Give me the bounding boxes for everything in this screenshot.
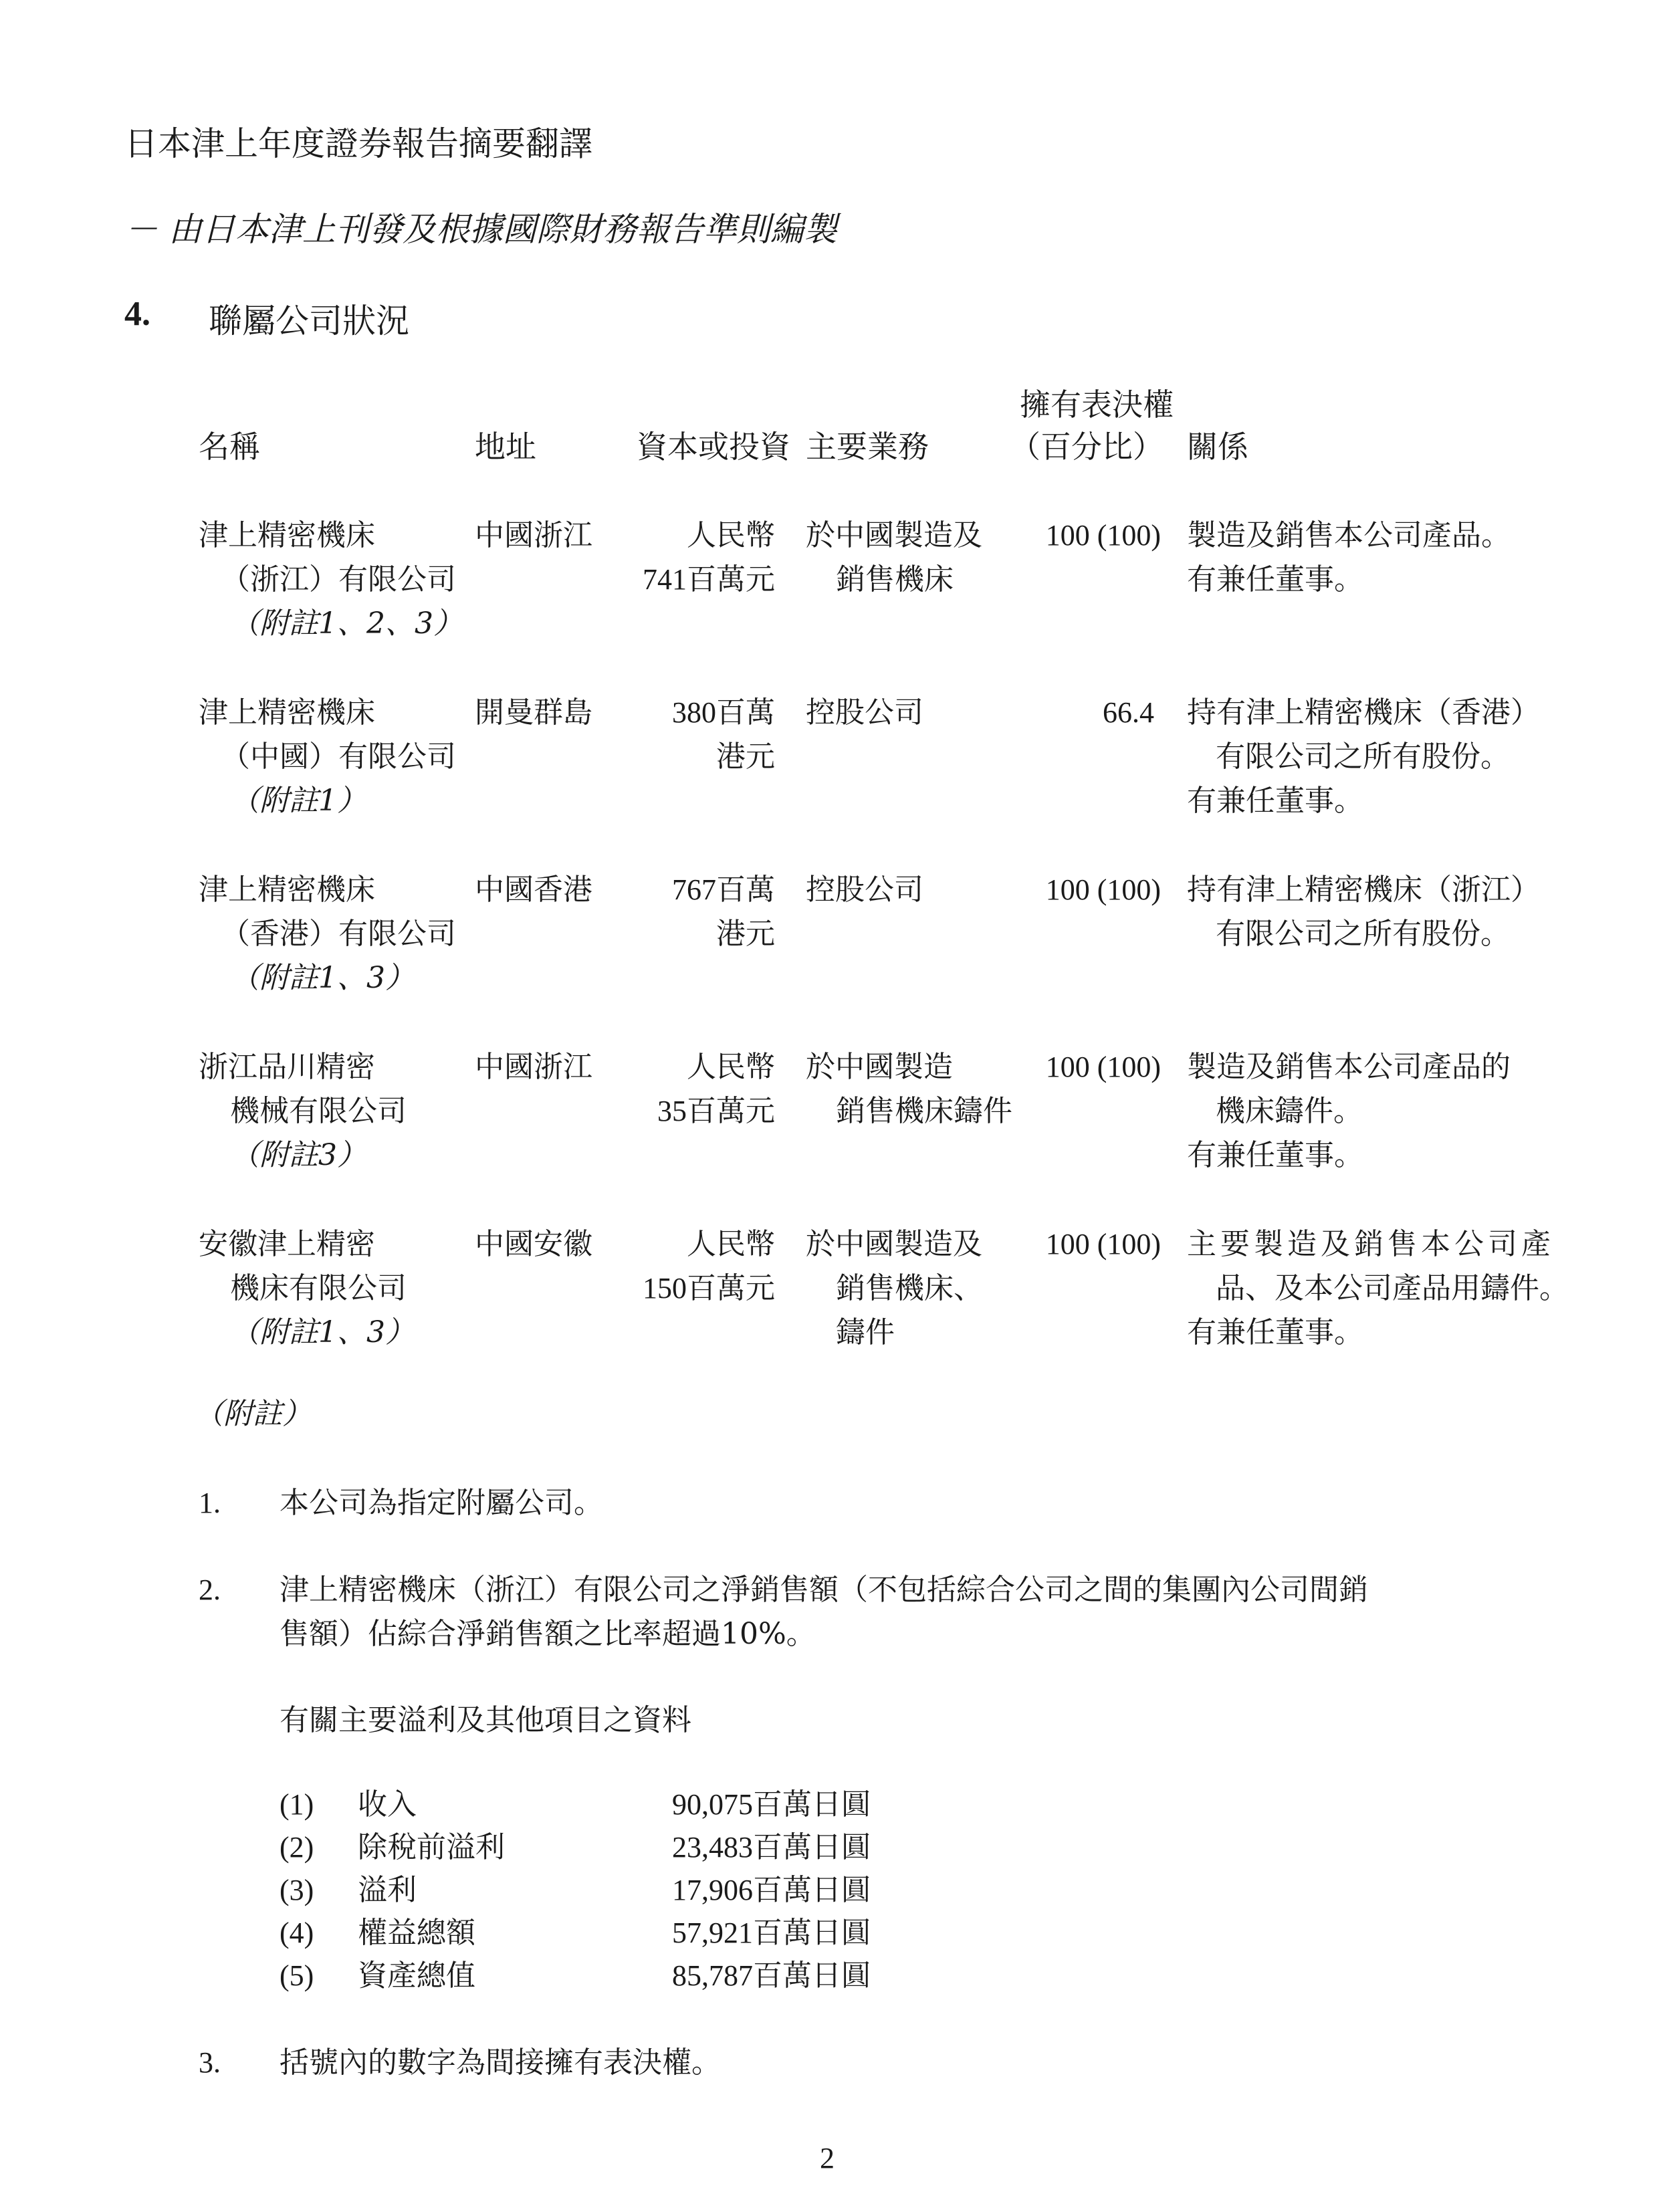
capital-line2: 741百萬元 [643, 563, 775, 596]
financial-index: (1) [280, 1788, 314, 1821]
capital-line1: 人民幣 [687, 518, 775, 552]
note-text: 括號內的數字為間接擁有表決權。 [280, 2045, 721, 2080]
financial-label: 權益總額 [358, 1916, 475, 1950]
company-address: 中國浙江 [475, 1050, 592, 1084]
notes-label: （附註） [194, 1397, 312, 1431]
header-relationship: 關係 [1187, 429, 1248, 465]
relationship-line2: 有兼任董事。 [1187, 562, 1363, 596]
business-line3: 鑄件 [836, 1315, 895, 1349]
header-capital: 資本或投資 [637, 429, 790, 465]
capital-line2: 港元 [716, 740, 775, 774]
note-number: 3. [199, 2046, 221, 2079]
note-text-line2: 售額）佔綜合淨銷售額之比率超過10%。 [280, 1617, 816, 1651]
financial-value: 85,787百萬日圓 [672, 1959, 871, 1992]
note-number: 1. [199, 1486, 221, 1519]
financial-index: (3) [280, 1874, 314, 1906]
company-name-line2: 機床有限公司 [230, 1271, 407, 1305]
company-name: 安徽津上精密 [199, 1227, 375, 1261]
note-number: 2. [199, 1573, 221, 1606]
capital-line1: 人民幣 [687, 1050, 775, 1084]
document-title: 日本津上年度證券報告摘要翻譯 [124, 124, 592, 163]
company-note: （附註1） [230, 784, 366, 818]
financial-label: 資產總值 [358, 1959, 475, 1993]
relationship-line2: 有限公司之所有股份。 [1216, 740, 1510, 774]
note-text: 本公司為指定附屬公司。 [280, 1486, 603, 1520]
company-address: 中國香港 [475, 873, 592, 907]
capital-line1: 767百萬 [672, 873, 775, 906]
financial-label: 溢利 [358, 1873, 417, 1907]
business-line2: 銷售機床鑄件 [836, 1094, 1012, 1128]
company-address: 中國浙江 [475, 518, 592, 552]
financial-label: 收入 [358, 1787, 417, 1821]
business-line2: 銷售機床、 [836, 1271, 983, 1305]
relationship-line2: 有限公司之所有股份。 [1216, 917, 1510, 951]
page-number: 2 [820, 2142, 835, 2175]
relationship-line1: 製造及銷售本公司產品。 [1187, 518, 1511, 552]
relationship-line3: 有兼任董事。 [1187, 1315, 1363, 1349]
financial-intro: 有關主要溢利及其他項目之資料 [280, 1703, 691, 1737]
company-note: （附註3） [230, 1138, 366, 1172]
company-name: 津上精密機床 [199, 518, 375, 552]
header-name: 名稱 [199, 429, 260, 465]
financial-label: 除稅前溢利 [358, 1830, 505, 1864]
section-title: 聯屬公司狀況 [209, 302, 409, 340]
company-note: （附註1、3） [230, 961, 415, 995]
financial-index: (5) [280, 1959, 314, 1992]
voting-percentage: 66.4 [1103, 696, 1154, 729]
business-line1: 於中國製造及 [806, 518, 982, 552]
company-name-line2: （浙江）有限公司 [221, 562, 456, 596]
company-name: 浙江品川精密 [199, 1050, 375, 1084]
section-number: 4. [124, 295, 150, 333]
financial-value: 57,921百萬日圓 [672, 1916, 871, 1949]
financial-index: (4) [280, 1916, 314, 1949]
header-voting-line1: 擁有表決權 [1020, 386, 1174, 423]
relationship-line1: 持有津上精密機床（浙江） [1187, 873, 1540, 907]
relationship-line1: 主要製造及銷售本公司產 [1187, 1227, 1555, 1261]
business-line1: 於中國製造及 [806, 1227, 982, 1261]
relationship-line1: 製造及銷售本公司產品的 [1187, 1050, 1511, 1084]
business-line1: 於中國製造 [806, 1050, 953, 1084]
capital-line2: 150百萬元 [643, 1272, 775, 1305]
relationship-line2: 品、及本公司產品用鑄件。 [1216, 1271, 1569, 1305]
company-name: 津上精密機床 [199, 873, 375, 907]
company-name: 津上精密機床 [199, 695, 375, 730]
relationship-line3: 有兼任董事。 [1187, 1138, 1363, 1172]
voting-percentage: 100 (100) [1045, 1050, 1161, 1083]
capital-line2: 35百萬元 [657, 1095, 775, 1127]
voting-percentage: 100 (100) [1045, 519, 1161, 552]
company-note: （附註1、3） [230, 1315, 415, 1349]
header-voting-line2: （百分比） [1010, 429, 1164, 465]
relationship-line3: 有兼任董事。 [1187, 784, 1363, 818]
financial-value: 90,075百萬日圓 [672, 1788, 871, 1821]
company-name-line2: （中國）有限公司 [221, 740, 456, 774]
business-line1: 控股公司 [806, 695, 923, 730]
capital-line1: 人民幣 [687, 1227, 775, 1261]
company-address: 開曼群島 [475, 695, 592, 730]
note-text-line1: 津上精密機床（浙江）有限公司之淨銷售額（不包括綜合公司之間的集團內公司間銷 [280, 1573, 1368, 1607]
header-business: 主要業務 [806, 429, 929, 465]
company-name-line2: 機械有限公司 [230, 1094, 407, 1128]
business-line1: 控股公司 [806, 873, 923, 907]
company-name-line2: （香港）有限公司 [221, 917, 456, 951]
financial-value: 23,483百萬日圓 [672, 1831, 871, 1864]
document-subtitle: － 由日本津上刊發及根據國際財務報告準則編製 [124, 210, 837, 249]
financial-value: 17,906百萬日圓 [672, 1874, 871, 1906]
business-line2: 銷售機床 [836, 562, 954, 596]
capital-line1: 380百萬 [672, 696, 775, 729]
relationship-line2: 機床鑄件。 [1216, 1094, 1363, 1128]
company-address: 中國安徽 [475, 1227, 592, 1261]
capital-line2: 港元 [716, 917, 775, 951]
company-note: （附註1、2、3） [230, 606, 463, 641]
header-address: 地址 [475, 429, 536, 465]
financial-index: (2) [280, 1831, 314, 1864]
relationship-line1: 持有津上精密機床（香港） [1187, 695, 1540, 730]
voting-percentage: 100 (100) [1045, 873, 1161, 906]
voting-percentage: 100 (100) [1045, 1228, 1161, 1260]
